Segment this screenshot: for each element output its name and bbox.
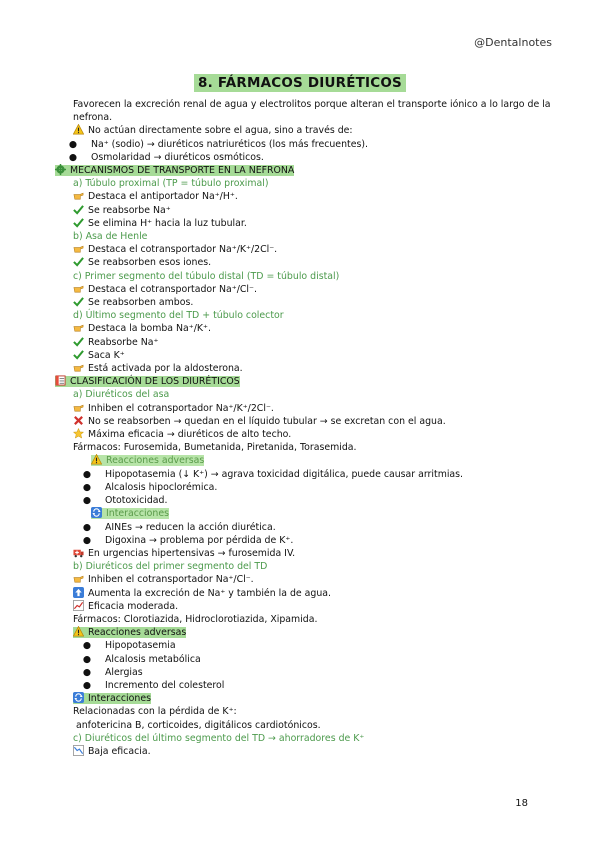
subheading-primer-segmento: c) Primer segmento del túbulo distal (TD = túbulo distal)	[73, 270, 340, 282]
bullet-text: Na⁺ (sodio) → diuréticos natriuréticos (los más frecuentes).	[91, 138, 368, 150]
subsection-heading-text: Reacciones adversas	[88, 627, 187, 639]
subheading-ultimo-segmento: d) Último segmento del TD + túbulo colector	[73, 310, 284, 322]
pointing-hand-icon	[73, 362, 84, 373]
chart-increasing-icon	[73, 600, 84, 611]
section-heading-text: CLASIFICACIÓN DE LOS DIURÉTICOS	[70, 376, 240, 388]
pointing-hand-icon	[73, 402, 84, 413]
list-item	[55, 653, 555, 666]
document-body	[55, 98, 555, 758]
subheading-diureticos-asa: a) Diuréticos del asa	[73, 389, 170, 401]
list-item	[55, 296, 555, 309]
interacciones-text-2: anfotericina B, corticoides, digitálicos cardiotónicos.	[76, 719, 321, 731]
chart-decreasing-icon	[73, 745, 84, 756]
reacciones-adversas-heading	[55, 626, 555, 639]
list-item	[55, 243, 555, 256]
page-number: 18	[515, 798, 528, 809]
check-icon	[73, 296, 84, 307]
bullet-text: Alcalosis hipoclorémica.	[105, 481, 218, 493]
bullet-text: Digoxina → problema por pérdida de K⁺.	[105, 534, 294, 546]
intro-bullet-2	[55, 151, 555, 164]
subsection-highlight	[91, 508, 169, 519]
list-item	[55, 415, 555, 428]
star-icon	[73, 428, 84, 439]
list-item-text: Se reabsorben esos iones.	[88, 257, 212, 269]
section-heading-text: MECANISMOS DE TRANSPORTE EN LA NEFRONA	[70, 165, 295, 177]
list-item	[55, 481, 555, 494]
farmacos-line	[55, 613, 555, 626]
check-icon	[73, 336, 84, 347]
check-icon	[73, 256, 84, 267]
pointing-hand-icon	[73, 283, 84, 294]
list-item	[55, 600, 555, 613]
bullet-text: AINEs → reducen la acción diurética.	[105, 521, 276, 533]
list-item-text: Destaca el antiportador Na⁺/H⁺.	[88, 191, 238, 203]
warning-icon	[91, 454, 102, 465]
list-item	[55, 283, 555, 296]
bullet-text: Alcalosis metabólica	[105, 653, 201, 665]
pointing-hand-icon	[73, 190, 84, 201]
subsection-heading-text: Interacciones	[88, 693, 151, 705]
list-item	[55, 402, 555, 415]
check-icon	[73, 204, 84, 215]
bullet-dot: ●	[82, 666, 91, 678]
section-heading-clasificacion	[55, 375, 555, 388]
list-item	[55, 217, 555, 230]
section-heading-highlight	[55, 165, 294, 176]
bullet-dot: ●	[82, 640, 91, 652]
pointing-hand-icon	[73, 322, 84, 333]
list-item	[55, 666, 555, 679]
farmacos-text: Clorotiazida, Hidroclorotiazida, Xipamida.	[123, 613, 318, 625]
bullet-text: Ototoxicidad.	[105, 495, 168, 507]
list-item	[55, 349, 555, 362]
section-heading-mecanismos	[55, 164, 555, 177]
pointing-hand-icon	[73, 573, 84, 584]
list-item-text: Se reabsorben ambos.	[88, 297, 194, 309]
list-item	[55, 256, 555, 269]
title-container	[0, 72, 600, 92]
list-item	[55, 587, 555, 600]
list-item-text: Inhiben el cotransportador Na⁺/Cl⁻.	[88, 574, 254, 586]
list-item	[55, 204, 555, 217]
list-item	[55, 362, 555, 375]
list-item-text: Baja eficacia.	[88, 745, 151, 757]
gear-icon	[55, 164, 66, 175]
repeat-icon	[73, 692, 84, 703]
subheading-tubulo-proximal: a) Túbulo proximal (TP = túbulo proximal)	[73, 178, 269, 190]
warning-icon	[73, 626, 84, 637]
list-item	[55, 468, 555, 481]
list-item-text: No se reabsorben → quedan en el líquido tubular → se excretan con el agua.	[88, 415, 446, 427]
list-item-text: Destaca la bomba Na⁺/K⁺.	[88, 323, 211, 335]
author-handle: @Dentalnotes	[474, 36, 552, 49]
pointing-hand-icon	[73, 243, 84, 254]
bullet-text: Alergias	[105, 666, 143, 678]
cross-mark-icon	[73, 415, 84, 426]
list-item	[55, 322, 555, 335]
intro-warning-line	[55, 124, 555, 137]
section-heading-highlight	[55, 376, 240, 387]
farmacos-label: Fármacos:	[73, 442, 121, 454]
intro-bullet-1	[55, 138, 555, 151]
subheading-asa-henle: b) Asa de Henle	[73, 231, 148, 243]
list-item-text: Saca K⁺	[88, 349, 125, 361]
bullet-dot: ●	[82, 495, 91, 507]
farmacos-line	[55, 441, 555, 454]
subsection-highlight	[73, 693, 151, 704]
bullet-dot: ●	[82, 481, 91, 493]
list-item-text: Se reabsorbe Na⁺	[88, 204, 171, 216]
warning-icon	[73, 124, 84, 135]
bullet-dot: ●	[82, 534, 91, 546]
subheading-ultimo-segmento-td: c) Diuréticos del último segmento del TD → ahorradores de K⁺	[73, 732, 365, 744]
check-icon	[73, 349, 84, 360]
list-item-text: Destaca el cotransportador Na⁺/Cl⁻.	[88, 283, 257, 295]
list-item	[55, 190, 555, 203]
list-item-text: Eficacia moderada.	[88, 600, 179, 612]
subsection-highlight	[73, 627, 186, 638]
subsection-heading-text: Interacciones	[106, 508, 169, 520]
bookmark-tabs-icon	[55, 375, 66, 386]
bullet-text: Incremento del colesterol	[105, 679, 225, 691]
list-item	[55, 428, 555, 441]
check-icon	[73, 217, 84, 228]
subheading-primer-segmento-td: b) Diuréticos del primer segmento del TD	[73, 561, 268, 573]
page-title: 8. FÁRMACOS DIURÉTICOS	[194, 74, 406, 92]
ambulance-icon	[73, 547, 84, 558]
list-item-text: Está activada por la aldosterona.	[88, 363, 243, 375]
list-item-text: Inhiben el cotransportador Na⁺/K⁺/2Cl⁻.	[88, 402, 274, 414]
interacciones-text-1: Relacionadas con la pérdida de K⁺:	[73, 706, 237, 718]
bullet-dot: ●	[68, 151, 77, 163]
bullet-dot: ●	[82, 653, 91, 665]
interacciones-heading	[55, 507, 555, 520]
reacciones-adversas-heading	[55, 454, 555, 467]
bullet-dot: ●	[82, 468, 91, 480]
list-item	[55, 639, 555, 652]
list-item-text: Reabsorbe Na⁺	[88, 336, 159, 348]
subsection-heading-text: Reacciones adversas	[106, 455, 205, 467]
list-item	[55, 573, 555, 586]
intro-paragraph: Favorecen la excreción renal de agua y electrolitos porque alteran el transporte iónico a lo largo de la nefrona.	[73, 99, 551, 124]
list-item-text: Destaca el cotransportador Na⁺/K⁺/2Cl⁻.	[88, 244, 278, 256]
list-item	[55, 336, 555, 349]
list-item-text: Aumenta la excreción de Na⁺ y también la de agua.	[88, 587, 332, 599]
list-item	[55, 679, 555, 692]
bullet-dot: ●	[82, 521, 91, 533]
list-item-text: Máxima eficacia → diuréticos de alto techo.	[88, 429, 292, 441]
up-arrow-icon	[73, 587, 84, 598]
bullet-text: Osmolaridad → diuréticos osmóticos.	[91, 151, 264, 163]
list-item	[55, 521, 555, 534]
interacciones-heading	[55, 692, 555, 705]
farmacos-label: Fármacos:	[73, 613, 121, 625]
list-item	[55, 494, 555, 507]
bullet-dot: ●	[82, 679, 91, 691]
subsection-highlight	[91, 455, 204, 466]
list-item	[55, 745, 555, 758]
list-item-text: Se elimina H⁺ hacia la luz tubular.	[88, 217, 247, 229]
bullet-dot: ●	[68, 138, 77, 150]
intro-warning-text: No actúan directamente sobre el agua, sino a través de:	[88, 125, 353, 137]
list-item	[55, 547, 555, 560]
list-item	[55, 534, 555, 547]
bullet-text: Hipopotasemia (↓ K⁺) → agrava toxicidad digitálica, puede causar arritmias.	[105, 468, 464, 480]
repeat-icon	[91, 507, 102, 518]
bullet-text: Hipopotasemia	[105, 640, 176, 652]
farmacos-text: Furosemida, Bumetanida, Piretanida, Torasemida.	[123, 442, 357, 454]
list-item-text: En urgencias hipertensivas → furosemida IV.	[88, 547, 296, 559]
